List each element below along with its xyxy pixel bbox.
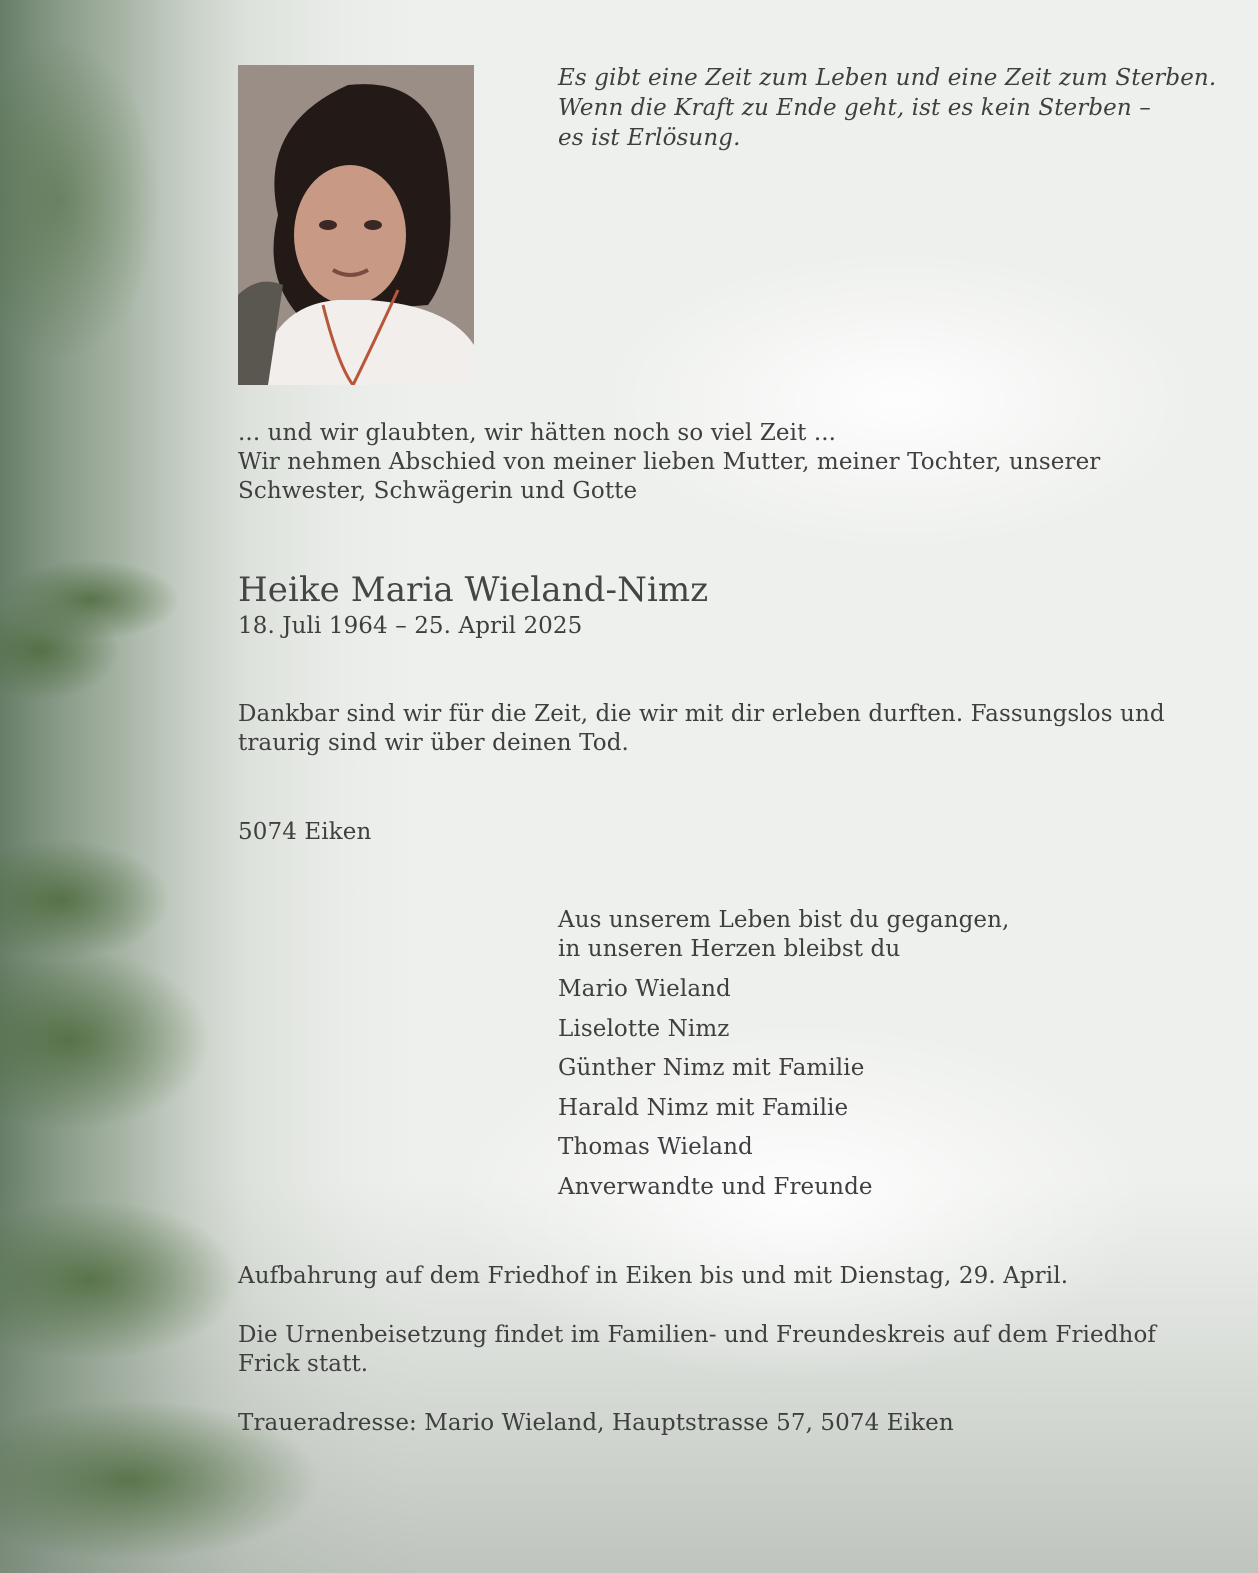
mourner-name: Anverwandte und Freunde — [558, 1173, 873, 1200]
gratitude-line: traurig sind wir über deinen Tod. — [238, 730, 629, 756]
quote-line: es ist Erlösung. — [558, 125, 741, 151]
place-of-residence: 5074 Eiken — [238, 819, 372, 845]
mourner-name: Thomas Wieland — [558, 1134, 753, 1161]
gratitude-text — [238, 700, 1165, 758]
mourning-address: Traueradresse: Mario Wieland, Hauptstrasse 57, 5074 Eiken — [238, 1410, 954, 1436]
quote-line: Wenn die Kraft zu Ende geht, ist es kein Sterben – — [558, 95, 1151, 121]
intro-line: Wir nehmen Abschied von meiner lieben Mutter, meiner Tochter, unserer — [238, 449, 1101, 475]
quote-line: Es gibt eine Zeit zum Leben und eine Zeit zum Sterben. — [558, 65, 1217, 91]
life-dates: 18. Juli 1964 – 25. April 2025 — [238, 613, 583, 639]
mourner-name: Liselotte Nimz — [558, 1015, 730, 1042]
closing-line: Aus unserem Leben bist du gegangen, — [558, 907, 1010, 933]
mourners-list — [558, 975, 873, 1213]
mourner-name: Günther Nimz mit Familie — [558, 1055, 865, 1082]
intro-line: ... und wir glaubten, wir hätten noch so viel Zeit ... — [238, 420, 837, 446]
deceased-name: Heike Maria Wieland-Nimz — [238, 570, 709, 610]
closing-verse — [558, 906, 1009, 964]
mourner-name: Harald Nimz mit Familie — [558, 1094, 849, 1121]
burial-info-line: Frick statt. — [238, 1351, 369, 1377]
mourner-name: Mario Wieland — [558, 976, 731, 1002]
burial-info-line: Die Urnenbeisetzung findet im Familien- und Freundeskreis auf dem Friedhof — [238, 1322, 1157, 1348]
gratitude-line: Dankbar sind wir für die Zeit, die wir mit dir erleben durften. Fassungslos und — [238, 701, 1165, 727]
portrait-photo — [238, 65, 474, 385]
intro-text — [238, 419, 1100, 506]
intro-line: Schwester, Schwägerin und Gotte — [238, 478, 638, 504]
viewing-info: Aufbahrung auf dem Friedhof in Eiken bis und mit Dienstag, 29. April. — [238, 1263, 1069, 1289]
funeral-information — [238, 1262, 1156, 1468]
closing-line: in unseren Herzen bleibst du — [558, 936, 901, 962]
opening-quote — [558, 63, 1216, 153]
